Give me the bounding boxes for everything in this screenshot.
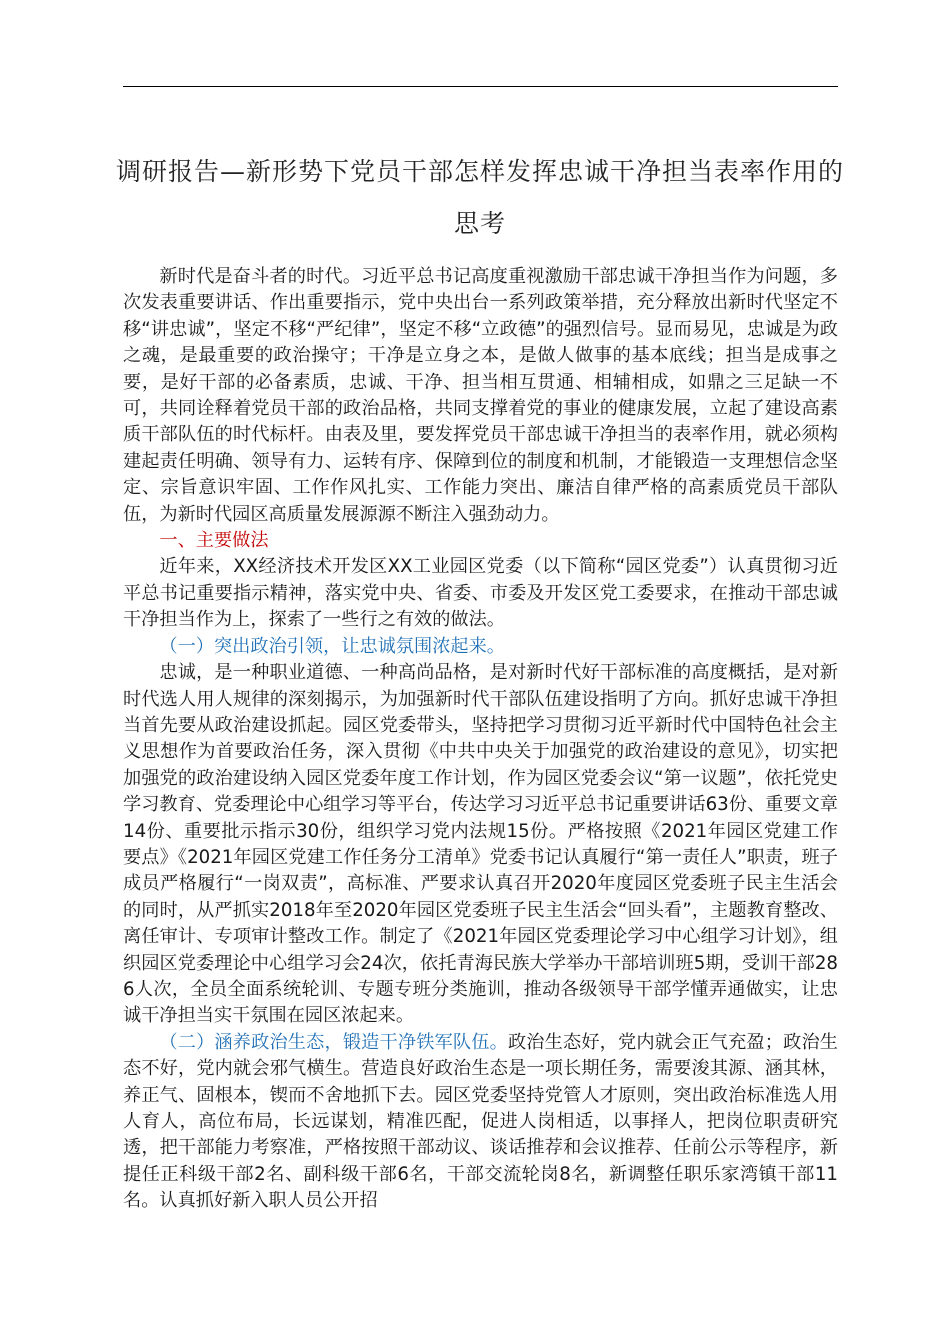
subsection-political-ecology	[123, 1030, 838, 1215]
section-intro-paragraph: 近年来，XX经济技术开发区XX工业园区党委（以下简称“园区党委”）认真贯彻习近平总书记重要指示精神，落实党中央、省委、市委及开发区党工委要求，在推动干部忠诚干净担当作为上，探索了一些行之有效的做法。	[123, 556, 838, 631]
subsection-heading-political-leadership: （一）突出政治引领，让忠诚氛围浓起来。	[159, 635, 505, 657]
subsection-heading-political-ecology: （二）涵养政治生态，锻造干净铁军队伍。	[159, 1031, 508, 1053]
document-title: 调研报告—新形势下党员干部怎样发挥忠诚干净担当表率作用的思考	[115, 157, 844, 238]
subsection-body-political-leadership: 忠诚，是一种职业道德、一种高尚品格，是对新时代好干部标准的高度概括，是对新时代选人用人规律的深刻揭示，为加强新时代干部队伍建设指明了方向。抓好忠诚干净担当首先要从政治建设抓起。园区党委带头，坚持把学习贯彻习近平新时代中国特色社会主义思想作为首要政治任务，深入贯彻《中共中央关于加强党的政治建设的意见》，切实把加强党的政治建设纳入园区党委年度工作计划，作为园区党委会议“第一议题”，依托党史学习教育、党委理论中心组学习等平台，传达学习习近平总书记重要讲话63份、重要文章14份、重要批示指示30份，组织学习党内法规15份。严格按照《2021年园区党建工作要点》《2021年园区党建工作任务分工清单》党委书记认真履行“第一责任人”职责，班子成员严格履行“一岗双责”，高标准、严要求认真召开2020年度园区党委班子民主生活会的同时，从严抓实2018年至2020年园区党委班子民主生活会“回头看”，主题教育整改、离任审计、专项审计整改工作。制定了《2021年园区党委理论学习中心组学习计划》，组织园区党委理论中心组学习会24次，依托青海民族大学举办干部培训班5期，受训干部286人次，全员全面系统轮训、专题专班分类施训，推动各级领导干部学懂弄通做实，让忠诚干净担当实干氛围在园区浓起来。	[123, 662, 838, 1027]
section-heading-main-practices: 一、主要做法	[159, 530, 269, 552]
header-rule	[123, 86, 838, 87]
intro-paragraph: 新时代是奋斗者的时代。习近平总书记高度重视激励干部忠诚干净担当作为问题，多次发表重要讲话、作出重要指示，党中央出台一系列政策举措，充分释放出新时代坚定不移“讲忠诚”，坚定不移“严纪律”，坚定不移“立政德”的强烈信号。显而易见，忠诚是为政之魂，是最重要的政治操守；干净是立身之本，是做人做事的基本底线；担当是成事之要，是好干部的必备素质，忠诚、干净、担当相互贯通、相辅相成，如鼎之三足缺一不可，共同诠释着党员干部的政治品格，共同支撑着党的事业的健康发展，立起了建设高素质干部队伍的时代标杆。由表及里，要发挥党员干部忠诚干净担当的表率作用，就必须构建起责任明确、领导有力、运转有序、保障到位的制度和机制，才能锻造一支理想信念坚定、宗旨意识牢固、工作作风扎实、工作能力突出、廉洁自律严格的高素质党员干部队伍，为新时代园区高质量发展源源不断注入强劲动力。	[123, 266, 838, 525]
subsection-body-political-ecology: 政治生态好，党内就会正气充盈；政治生态不好，党内就会邪气横生。营造良好政治生态是一项长期任务，需要浚其源、涵其林，养正气、固根本，锲而不舍地抓下去。园区党委坚持党管人才原则，突出政治标准选人用人育人，高位布局，长远谋划，精准匹配，促进人岗相适，以事择人，把岗位职责研究透，把干部能力考察准，严格按照干部动议、谈话推荐和会议推荐、任前公示等程序，新提任正科级干部2名、副科级干部6名，干部交流轮岗8名，新调整任职乐家湾镇干部11名。认真抓好新入职人员公开招	[123, 1031, 838, 1212]
document-body	[123, 264, 838, 1215]
